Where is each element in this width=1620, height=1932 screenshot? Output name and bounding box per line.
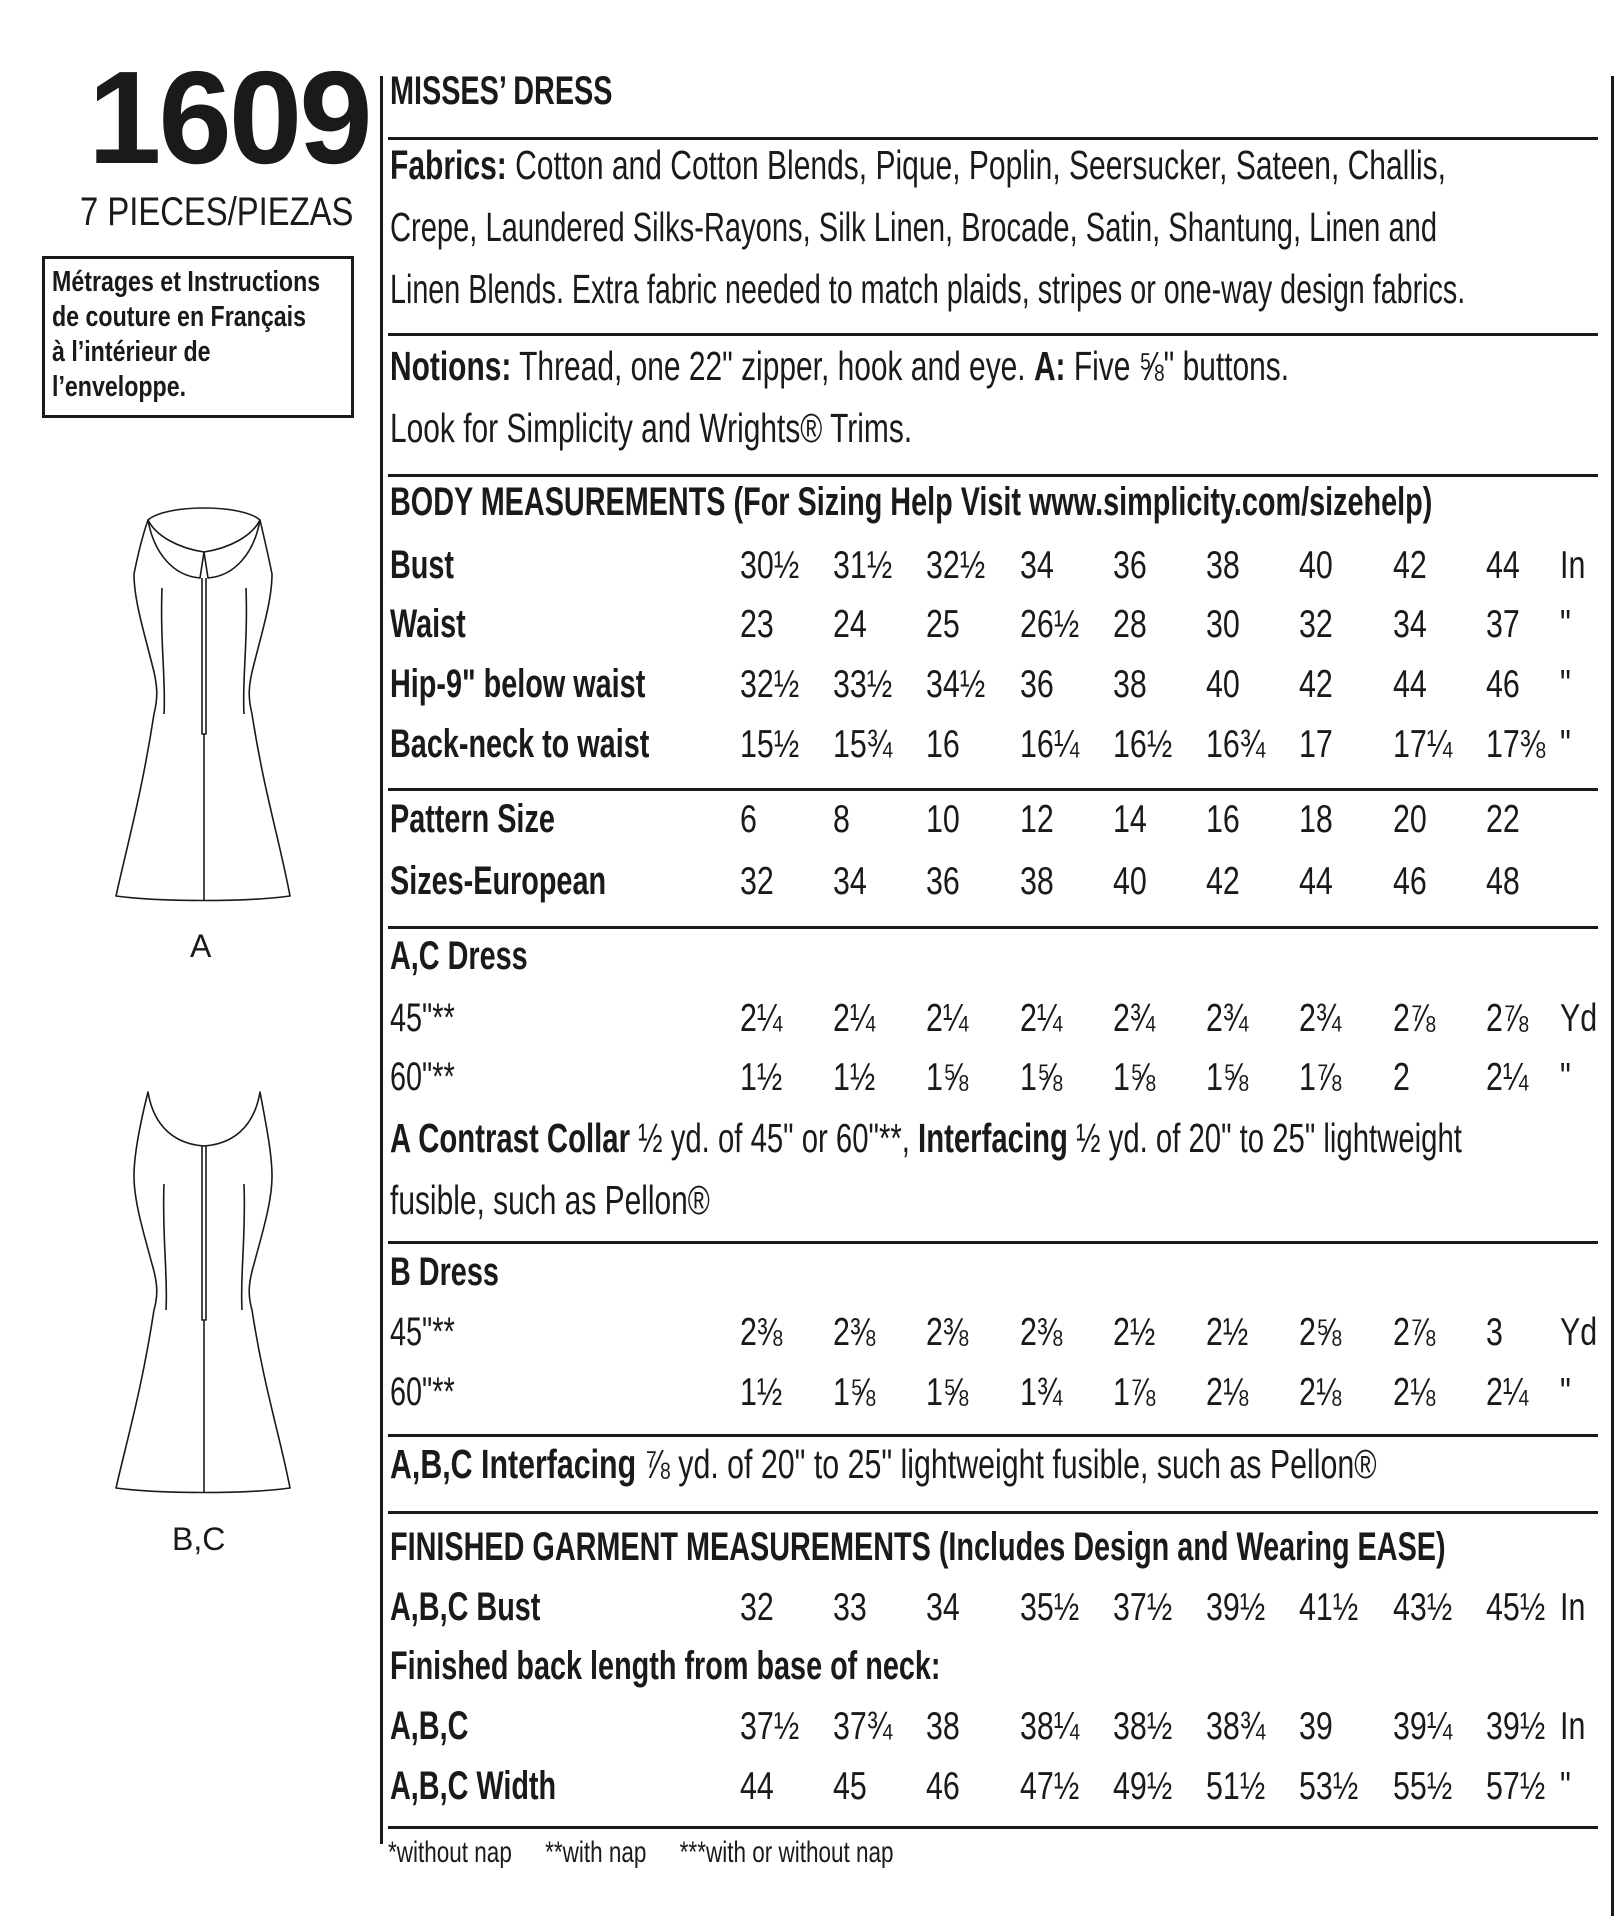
cell-value: 53½: [1299, 1765, 1359, 1808]
cell-value: 25: [926, 603, 960, 646]
cell-value: 30½: [740, 544, 800, 587]
cell-value: 36: [1113, 544, 1147, 587]
row-label: Hip-9" below waist: [390, 662, 646, 706]
cell-value: 38½: [1113, 1705, 1173, 1748]
cell-value: 2¼: [833, 997, 876, 1040]
pieces-count: 7 PIECES/PIEZAS: [80, 190, 354, 234]
cell-value: 1¾: [1020, 1371, 1063, 1414]
notions-view-text: Five ⅝" buttons.: [1065, 343, 1290, 389]
trims-note: Look for Simplicity and Wrights® Trims.: [390, 405, 913, 451]
unit-label: ": [1560, 723, 1571, 766]
fabrics-text: Linen Blends. Extra fabric needed to match plaids, stripes or one-way design fabrics.: [390, 266, 1466, 312]
dress-bc-illustration: [96, 1084, 312, 1504]
cell-value: 44: [1299, 860, 1333, 903]
cell-value: 49½: [1113, 1765, 1173, 1808]
unit-label: ": [1560, 663, 1571, 706]
cell-value: 41½: [1299, 1586, 1359, 1629]
dress-a-illustration: [96, 492, 312, 912]
footnote-without-nap: *without nap: [388, 1836, 512, 1869]
cell-value: 2⅜: [833, 1311, 876, 1354]
finished-back-length-heading: Finished back length from base of neck:: [390, 1644, 941, 1688]
cell-value: 2¼: [926, 997, 969, 1040]
cell-value: 37¾: [833, 1705, 893, 1748]
cell-value: 2¼: [740, 997, 783, 1040]
french-note-line: Métrages et Instructions: [52, 266, 321, 298]
cell-value: 17: [1299, 723, 1333, 766]
french-instructions-box: [42, 256, 354, 418]
cell-value: 24: [833, 603, 867, 646]
cell-value: 2⅛: [1299, 1371, 1342, 1414]
cell-value: 39: [1299, 1705, 1333, 1748]
cell-value: 2: [1393, 1056, 1410, 1099]
french-note-line: de couture en Français: [52, 301, 306, 333]
row-label: 45"**: [390, 996, 455, 1040]
cell-value: 2⅝: [1299, 1311, 1342, 1354]
row-label: A,B,C Bust: [390, 1585, 541, 1629]
unit-label: In: [1560, 1586, 1586, 1629]
cell-value: 2⅜: [740, 1311, 783, 1354]
divider: [388, 474, 1598, 477]
footnotes: [388, 1838, 1098, 1868]
cell-value: 34: [1020, 544, 1054, 587]
cell-value: 48: [1486, 860, 1520, 903]
cell-value: 34: [926, 1586, 960, 1629]
view-label-bc: B,C: [172, 1521, 226, 1557]
cell-value: 1⅞: [1299, 1056, 1342, 1099]
cell-value: 46: [1486, 663, 1520, 706]
divider: [388, 788, 1598, 791]
cell-value: 2¼: [1486, 1371, 1529, 1414]
cell-value: 32: [740, 860, 774, 903]
cell-value: 40: [1113, 860, 1147, 903]
cell-value: 40: [1299, 544, 1333, 587]
cell-value: 44: [1486, 544, 1520, 587]
cell-value: 45½: [1486, 1586, 1546, 1629]
cell-value: 2⅜: [926, 1311, 969, 1354]
cell-value: 37½: [740, 1705, 800, 1748]
cell-value: 18: [1299, 798, 1333, 841]
cell-value: 1⅝: [1206, 1056, 1249, 1099]
view-label-a: A: [190, 928, 212, 964]
cell-value: 55½: [1393, 1765, 1453, 1808]
footnote-with-nap: **with nap: [545, 1836, 647, 1869]
row-label: Back-neck to waist: [390, 722, 650, 766]
cell-value: 15½: [740, 723, 800, 766]
cell-value: 32½: [926, 544, 986, 587]
cell-value: 2½: [1206, 1311, 1249, 1354]
cell-value: 38: [1020, 860, 1054, 903]
cell-value: 2¼: [1020, 997, 1063, 1040]
cell-value: 37: [1486, 603, 1520, 646]
b-dress-heading: B Dress: [390, 1250, 499, 1294]
cell-value: 2½: [1113, 1311, 1156, 1354]
unit-label: ": [1560, 1056, 1571, 1099]
cell-value: 2⅞: [1393, 997, 1436, 1040]
cell-value: 17⅜: [1486, 723, 1546, 766]
cell-value: 32: [740, 1586, 774, 1629]
interfacing-note: A,B,C Interfacing ⅞ yd. of 20" to 25" lightweight fusible, such as Pellon®: [390, 1441, 1377, 1487]
cell-value: 28: [1113, 603, 1147, 646]
body-measurements-heading: BODY MEASUREMENTS (For Sizing Help Visit www.simplicity.com/sizehelp): [390, 480, 1433, 524]
cell-value: 20: [1393, 798, 1427, 841]
unit-label: In: [1560, 1705, 1586, 1748]
cell-value: 45: [833, 1765, 867, 1808]
page-title: MISSES’ DRESS: [390, 69, 613, 113]
divider: [388, 1511, 1598, 1514]
finished-measurements-heading: FINISHED GARMENT MEASUREMENTS (Includes Design and Wearing EASE): [390, 1525, 1446, 1569]
row-label: Sizes-European: [390, 859, 607, 903]
cell-value: 2⅞: [1393, 1311, 1436, 1354]
cell-value: 8: [833, 798, 850, 841]
cell-value: 2⅞: [1486, 997, 1529, 1040]
cell-value: 1½: [833, 1056, 876, 1099]
notions-view-label: A:: [1033, 343, 1066, 389]
cell-value: 14: [1113, 798, 1147, 841]
cell-value: 2¾: [1299, 997, 1342, 1040]
unit-label: In: [1560, 544, 1586, 587]
cell-value: 51½: [1206, 1765, 1266, 1808]
fabrics-text: Crepe, Laundered Silks-Rayons, Silk Linen, Brocade, Satin, Shantung, Linen and: [390, 204, 1438, 250]
row-label: Pattern Size: [390, 797, 555, 841]
cell-value: 36: [1020, 663, 1054, 706]
row-label: A,B,C Width: [390, 1764, 557, 1808]
row-label: Bust: [390, 543, 455, 587]
fabrics-text: Cotton and Cotton Blends, Pique, Poplin, Seersucker, Sateen, Challis,: [506, 142, 1447, 188]
cell-value: 36: [926, 860, 960, 903]
french-note-line: l’enveloppe.: [52, 371, 187, 403]
cell-value: 31½: [833, 544, 893, 587]
cell-value: 16½: [1113, 723, 1173, 766]
french-note-line: à l’intérieur de: [52, 336, 211, 368]
cell-value: 22: [1486, 798, 1520, 841]
cell-value: 39½: [1206, 1586, 1266, 1629]
cell-value: 1⅝: [926, 1056, 969, 1099]
pattern-number: 1609: [88, 44, 370, 191]
cell-value: 47½: [1020, 1765, 1080, 1808]
cell-value: 57½: [1486, 1765, 1546, 1808]
cell-value: 42: [1393, 544, 1427, 587]
row-label: 45"**: [390, 1310, 455, 1354]
cell-value: 16¾: [1206, 723, 1266, 766]
fabrics-section: [390, 134, 1600, 320]
cell-value: 44: [740, 1765, 774, 1808]
cell-value: 10: [926, 798, 960, 841]
cell-value: 15¾: [833, 723, 893, 766]
divider: [388, 1241, 1598, 1244]
cell-value: 34: [833, 860, 867, 903]
divider: [388, 926, 1598, 929]
cell-value: 3: [1486, 1311, 1503, 1354]
cell-value: 30: [1206, 603, 1240, 646]
fabrics-label: Fabrics:: [390, 142, 507, 188]
footnote-with-or-without-nap: ***with or without nap: [679, 1836, 894, 1869]
cell-value: 26½: [1020, 603, 1080, 646]
cell-value: 2⅜: [1020, 1311, 1063, 1354]
cell-value: 23: [740, 603, 774, 646]
cell-value: 38¾: [1206, 1705, 1266, 1748]
notions-section: [390, 335, 1600, 459]
cell-value: 1⅝: [833, 1371, 876, 1414]
cell-value: 38: [1113, 663, 1147, 706]
cell-value: 43½: [1393, 1586, 1453, 1629]
cell-value: 2¾: [1206, 997, 1249, 1040]
cell-value: 16: [926, 723, 960, 766]
column-divider: [380, 76, 383, 1844]
ac-dress-note: A Contrast Collar ½ yd. of 45" or 60"**, Interfacing ½ yd. of 20" to 25" lightweight fusible, such as Pellon®: [390, 1115, 1462, 1223]
cell-value: 1⅝: [1020, 1056, 1063, 1099]
unit-label: ": [1560, 1765, 1571, 1808]
cell-value: 32½: [740, 663, 800, 706]
cell-value: 6: [740, 798, 757, 841]
cell-value: 44: [1393, 663, 1427, 706]
cell-value: 38: [926, 1705, 960, 1748]
cell-value: 1⅝: [926, 1371, 969, 1414]
cell-value: 42: [1299, 663, 1333, 706]
unit-label: ": [1560, 1371, 1571, 1414]
cell-value: 1½: [740, 1056, 783, 1099]
notions-label: Notions:: [390, 343, 512, 389]
cell-value: 2⅛: [1206, 1371, 1249, 1414]
cell-value: 42: [1206, 860, 1240, 903]
page-border: [1611, 76, 1614, 1916]
cell-value: 34: [1393, 603, 1427, 646]
cell-value: 2⅛: [1393, 1371, 1436, 1414]
cell-value: 2¼: [1486, 1056, 1529, 1099]
cell-value: 38¼: [1020, 1705, 1080, 1748]
cell-value: 1⅝: [1113, 1056, 1156, 1099]
notions-text: Thread, one 22" zipper, hook and eye.: [511, 343, 1034, 389]
cell-value: 33½: [833, 663, 893, 706]
cell-value: 46: [1393, 860, 1427, 903]
cell-value: 16¼: [1020, 723, 1080, 766]
cell-value: 39½: [1486, 1705, 1546, 1748]
unit-label: ": [1560, 603, 1571, 646]
unit-label: Yd: [1560, 997, 1598, 1040]
row-label: 60"**: [390, 1055, 455, 1099]
row-label: Waist: [390, 602, 466, 646]
row-label: 60"**: [390, 1370, 455, 1414]
cell-value: 16: [1206, 798, 1240, 841]
cell-value: 2¾: [1113, 997, 1156, 1040]
row-label: A,B,C: [390, 1704, 469, 1748]
cell-value: 1½: [740, 1371, 783, 1414]
cell-value: 40: [1206, 663, 1240, 706]
cell-value: 32: [1299, 603, 1333, 646]
unit-label: Yd: [1560, 1311, 1598, 1354]
divider: [388, 1826, 1598, 1829]
cell-value: 34½: [926, 663, 986, 706]
cell-value: 17¼: [1393, 723, 1453, 766]
cell-value: 37½: [1113, 1586, 1173, 1629]
cell-value: 12: [1020, 798, 1054, 841]
cell-value: 46: [926, 1765, 960, 1808]
cell-value: 1⅞: [1113, 1371, 1156, 1414]
cell-value: 35½: [1020, 1586, 1080, 1629]
ac-dress-heading: A,C Dress: [390, 934, 528, 978]
cell-value: 39¼: [1393, 1705, 1453, 1748]
cell-value: 38: [1206, 544, 1240, 587]
cell-value: 33: [833, 1586, 867, 1629]
